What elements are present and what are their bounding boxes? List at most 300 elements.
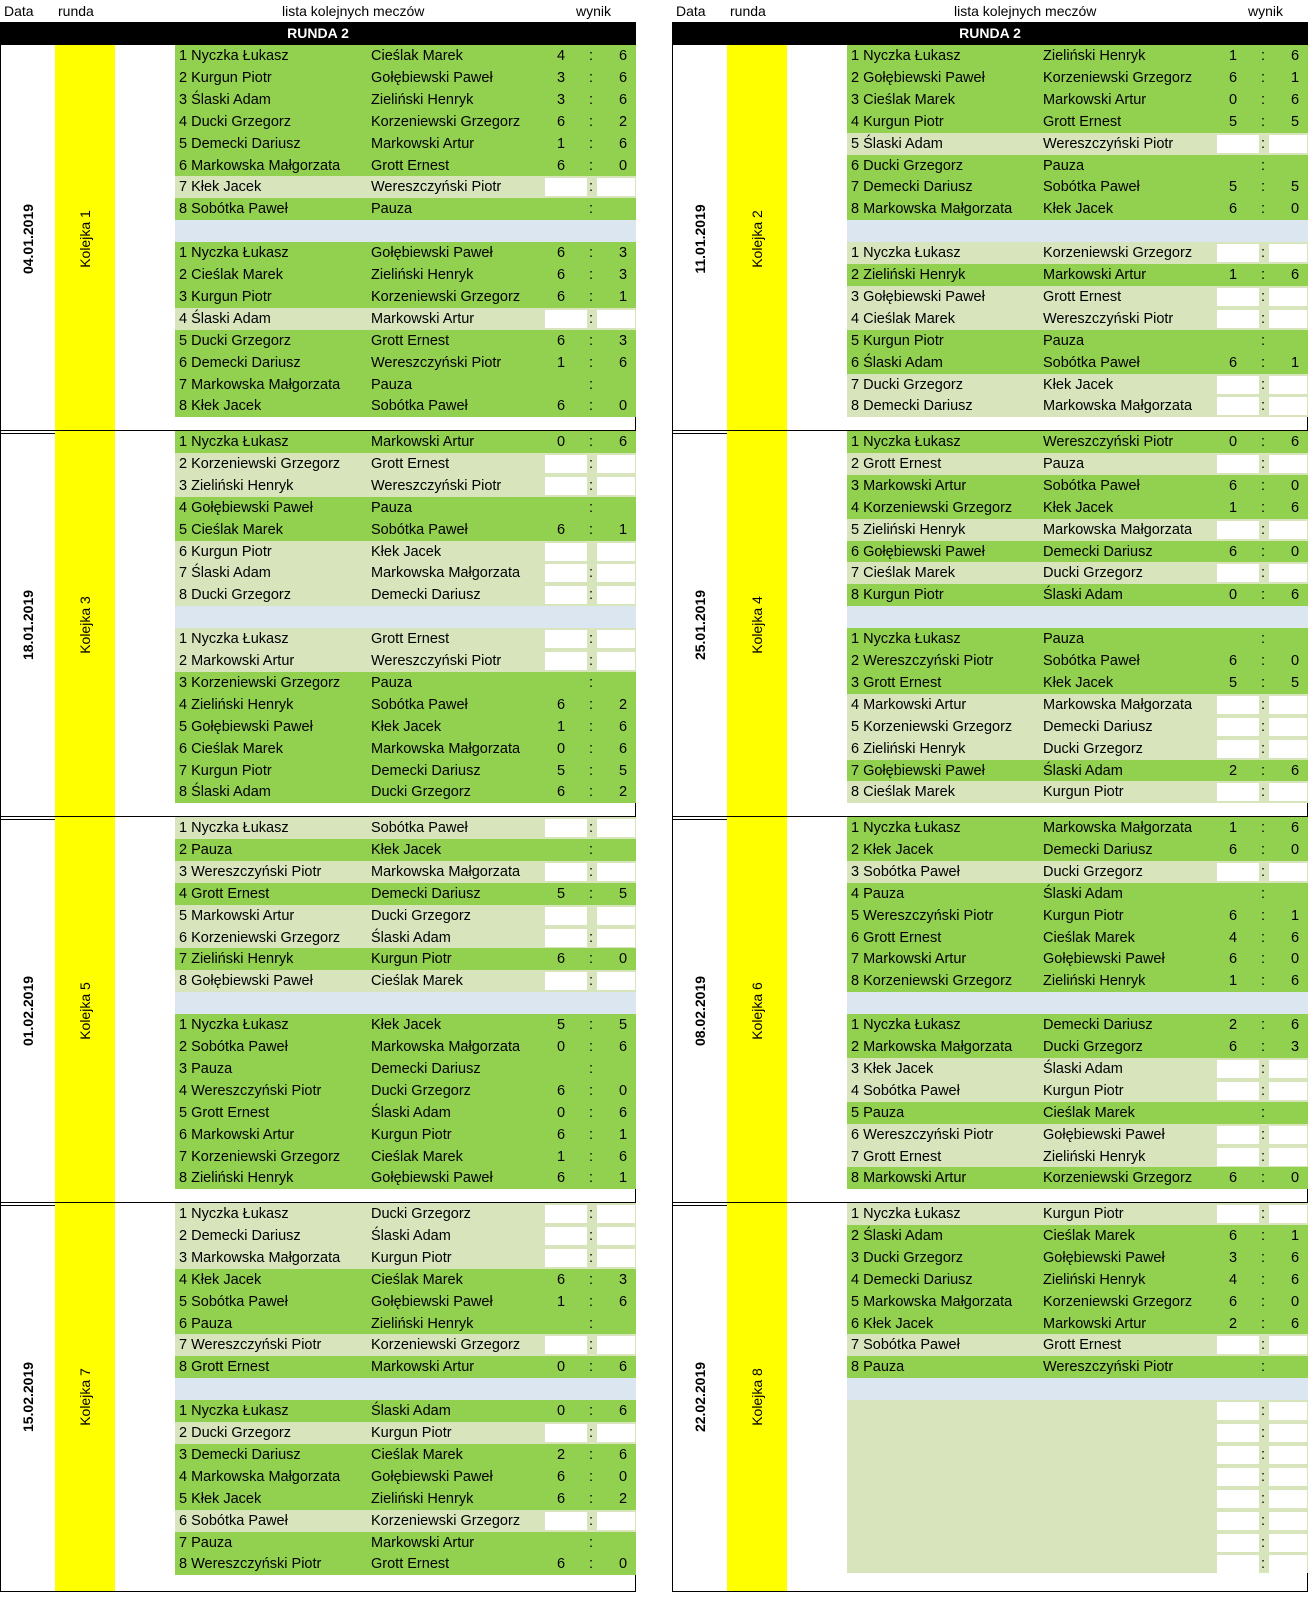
score-home: 0 [1229,587,1238,604]
score-colon: : [1261,69,1266,86]
score-box[interactable] [1217,455,1259,473]
score-away: 0 [619,1468,628,1485]
score-colon: : [589,1104,594,1121]
score-box[interactable] [1269,1082,1307,1100]
score-colon: : [589,179,594,196]
score-box[interactable] [597,1424,635,1442]
match-row [847,89,1308,111]
player-away: Kurgun Piotr [371,1249,452,1266]
score [1217,352,1308,374]
score-box[interactable] [1217,718,1259,736]
score-box[interactable] [1217,1148,1259,1166]
score-away: 6 [1291,1271,1300,1288]
score-box[interactable] [1269,397,1307,415]
player-away: Kłek Jacek [371,543,442,560]
score-box[interactable] [597,310,635,328]
score-away: 6 [1291,267,1300,283]
score-box[interactable] [1217,135,1259,153]
score-home: 0 [557,1039,566,1055]
score [545,716,636,738]
score [545,308,636,330]
score-box[interactable] [545,1227,587,1245]
player-home: 8 Markowska Małgorzata [851,201,1013,218]
score-box[interactable] [1217,1336,1259,1354]
score-box[interactable] [1269,135,1307,153]
score-away: 6 [1291,587,1300,604]
score-box[interactable] [1269,1534,1307,1552]
score [1217,45,1308,67]
score-colon: : [589,1337,594,1354]
match-row [847,1356,1308,1378]
score-box[interactable] [1217,740,1259,758]
player-away: Demecki Dariusz [371,587,481,604]
player-home: 8 Korzeniewski Grzegorz [851,973,1013,990]
header-data: Data [676,3,706,19]
score-box[interactable] [545,1249,587,1267]
score [1217,198,1308,220]
score-away: 6 [619,1039,628,1055]
score [1217,155,1308,177]
score-away: 5 [1291,179,1300,196]
player-home: 5 Zieliński Henryk [851,521,966,538]
score-box[interactable] [597,652,635,670]
score-box[interactable] [545,907,587,925]
score-box[interactable] [545,819,587,837]
player-away: Ducki Grzegorz [1043,740,1143,757]
score-box[interactable] [597,929,635,947]
group-separator [847,992,1308,1014]
round-block [672,816,1308,1206]
round-date: 15.02.2019 [20,1362,36,1433]
score [1217,89,1308,111]
match-row [847,839,1308,861]
score-home: 4 [1229,929,1238,946]
player-home: 4 Kłek Jacek [179,1271,262,1288]
score-box[interactable] [1269,564,1307,582]
player-home: 8 Demecki Dariusz [851,398,973,415]
score-home: 0 [1229,91,1238,108]
score [1217,883,1308,905]
player-away: Pauza [371,201,413,218]
player-home: 5 Demecki Dariusz [179,135,301,152]
score-colon: : [589,951,594,968]
player-away: Kurgun Piotr [1043,784,1124,801]
player-home: 7 Kłek Jacek [179,179,262,196]
score-box[interactable] [597,1249,635,1267]
score-box[interactable] [545,1424,587,1442]
player-home: 1 Nyczka Łukasz [179,631,289,648]
score-home: 6 [1229,543,1238,560]
player-home: 3 Ducki Grzegorz [851,1249,964,1266]
score-box[interactable] [1269,696,1307,714]
score [545,1532,636,1554]
header-lista: lista kolejnych meczów [282,3,425,19]
player-home: 1 Nyczka Łukasz [851,1017,961,1034]
score-box[interactable] [597,1512,635,1530]
round-date: 01.02.2019 [20,976,36,1047]
score [545,1146,636,1168]
score-box[interactable] [1269,1424,1307,1442]
score-box[interactable] [597,178,635,196]
score-box[interactable] [545,1205,587,1223]
player-away: Grott Ernest [371,332,450,349]
match-row [175,1510,636,1532]
score-box[interactable] [1217,1468,1259,1486]
score-away: 6 [619,91,628,108]
score-box[interactable] [545,586,587,604]
player-home: 5 Wereszczyński Piotr [851,907,994,924]
score-home: 1 [557,354,566,371]
score-box[interactable] [1269,1126,1307,1144]
player-home: 4 Markowska Małgorzata [179,1468,341,1485]
score [1217,374,1308,396]
player-home: 8 Markowski Artur [851,1170,967,1187]
score-box[interactable] [1217,564,1259,582]
score-box[interactable] [545,1512,587,1530]
score-box[interactable] [1217,1060,1259,1078]
score [1217,817,1308,839]
score-box[interactable] [545,543,587,561]
score-colon: : [1261,455,1266,472]
spacer-cell [115,1203,175,1591]
score-colon: : [1261,951,1266,968]
match-row [847,650,1308,672]
player-home: 2 Ślaski Adam [851,1227,943,1244]
score [1217,1124,1308,1146]
score-box[interactable] [1217,1446,1259,1464]
player-home: 1 Nyczka Łukasz [179,48,289,64]
score-away: 0 [1291,543,1300,560]
score-box[interactable] [545,972,587,990]
match-row [847,352,1308,374]
player-away: Kurgun Piotr [371,1425,452,1441]
player-home: 2 Pauza [179,841,233,858]
player-home: 4 Kurgun Piotr [851,113,944,130]
player-home: 7 Demecki Dariusz [851,179,973,196]
score-box[interactable] [1217,1424,1259,1442]
score-colon: : [1261,113,1266,130]
match-row [175,198,636,220]
score-box[interactable] [597,972,635,990]
score-box[interactable] [597,455,635,473]
score-colon: : [589,1249,594,1266]
player-away: Zieliński Henryk [371,267,474,283]
score-colon: : [1261,1425,1266,1441]
player-away: Markowska Małgorzata [1043,696,1193,713]
score-box[interactable] [1217,783,1259,801]
score-box[interactable] [1217,521,1259,539]
player-home: 1 Nyczka Łukasz [179,434,289,450]
score-box[interactable] [1269,1336,1307,1354]
score [545,1203,636,1225]
score-home: 6 [1229,477,1238,494]
score-away: 6 [619,1148,628,1165]
player-home: 6 Markowski Artur [179,1126,295,1143]
player-home: 3 Sobótka Paweł [851,863,960,880]
score-box[interactable] [545,310,587,328]
player-home: 6 Pauza [179,1315,233,1332]
score-box[interactable] [1269,718,1307,736]
score-colon: : [589,1126,594,1143]
score-box[interactable] [597,564,635,582]
player-away: Grott Ernest [1043,288,1122,305]
score [545,1313,636,1335]
score [1217,453,1308,475]
kolejka-cell [55,431,115,819]
score-colon: : [589,157,594,174]
player-away: Demecki Dariusz [1043,718,1153,735]
match-row [847,242,1308,264]
score-box[interactable] [1269,1205,1307,1223]
score-box[interactable] [545,564,587,582]
score-box[interactable] [1269,1060,1307,1078]
score-box[interactable] [597,907,635,925]
score-box[interactable] [545,652,587,670]
player-home: 5 Pauza [851,1104,905,1121]
player-home: 5 Ducki Grzegorz [179,332,292,349]
match-row [847,1291,1308,1313]
player-away: Markowski Artur [1043,91,1147,108]
score-box[interactable] [597,586,635,604]
score-box[interactable] [545,863,587,881]
match-row [847,738,1308,760]
score-box[interactable] [545,455,587,473]
player-away: Demecki Dariusz [371,1060,481,1077]
round-date: 18.01.2019 [20,590,36,661]
spacer-cell [787,817,847,1205]
kolejka-label: Kolejka 3 [77,596,93,654]
score-colon: : [589,653,594,669]
score-colon: : [1261,310,1266,327]
score-home: 2 [1229,1315,1238,1332]
score-colon: : [1261,784,1266,801]
score-colon: : [1261,91,1266,108]
runda-bar: RUNDA 2 [672,22,1308,44]
header-data: Data [4,3,34,19]
header-runda: runda [58,3,94,19]
score-colon: : [589,1206,594,1222]
player-home: 4 Markowski Artur [851,696,967,713]
score-box[interactable] [1217,863,1259,881]
player-away: Gołębiewski Paweł [1043,1249,1165,1266]
score-box[interactable] [1269,521,1307,539]
score-colon: : [1261,521,1266,538]
score-box[interactable] [1269,1402,1307,1420]
score-away: 5 [1291,674,1300,691]
score-colon: : [1261,157,1266,174]
match-row [175,584,636,606]
score-box[interactable] [1269,740,1307,758]
player-home: 2 Markowska Małgorzata [851,1039,1013,1055]
match-row [175,1444,636,1466]
player-away: Gołębiewski Paweł [1043,951,1165,968]
score-colon: : [589,1446,594,1463]
player-away: Ducki Grzegorz [371,1082,471,1099]
score-box[interactable] [1269,288,1307,306]
score [1217,927,1308,949]
player-away: Ślaski Adam [1043,885,1123,902]
score [545,242,636,264]
player-home: 8 Ducki Grzegorz [179,587,292,604]
player-home: 3 Kurgun Piotr [179,288,272,305]
score-box[interactable] [597,1336,635,1354]
score-colon: : [1261,1556,1266,1573]
score-colon: : [589,135,594,152]
score [545,905,636,927]
score-box[interactable] [1217,397,1259,415]
score-box[interactable] [1269,376,1307,394]
score-box[interactable] [597,477,635,495]
player-away: Gołębiewski Paweł [1043,1126,1165,1143]
score-box[interactable] [597,863,635,881]
score [545,883,636,905]
score-box[interactable] [1217,1082,1259,1100]
score-box[interactable] [1269,1468,1307,1486]
score-box[interactable] [1269,863,1307,881]
score-box[interactable] [1269,1490,1307,1508]
score-box[interactable] [1269,1446,1307,1464]
score [1217,1247,1308,1269]
score-box[interactable] [1217,1205,1259,1223]
player-away: Kłek Jacek [1043,674,1114,691]
match-row [175,308,636,330]
score-box[interactable] [1217,376,1259,394]
score [545,352,636,374]
score [545,1102,636,1124]
score-box[interactable] [1217,1490,1259,1508]
score-home: 6 [1229,1039,1238,1055]
score [1217,1014,1308,1036]
score-away: 6 [619,1403,628,1420]
score-box[interactable] [545,1336,587,1354]
score-box[interactable] [1217,1555,1259,1573]
player-home: 4 Demecki Dariusz [851,1271,973,1288]
group-separator [175,1378,636,1400]
score-box[interactable] [1269,310,1307,328]
score-box[interactable] [1269,1148,1307,1166]
player-away: Korzeniewski Grzegorz [1043,1293,1193,1310]
score-colon: : [589,1170,594,1187]
score-colon: : [589,376,594,393]
score-colon: : [1261,543,1266,560]
score-home: 6 [1229,1227,1238,1244]
score [545,817,636,839]
score-away: 6 [1291,48,1300,64]
score [545,839,636,861]
score-colon: : [589,1315,594,1332]
score-box[interactable] [597,1205,635,1223]
score [545,562,636,584]
score-home: 6 [1229,69,1238,86]
score-box[interactable] [1217,1126,1259,1144]
score-box[interactable] [545,477,587,495]
player-home: 1 Nyczka Łukasz [179,820,289,836]
score-colon: : [589,477,594,494]
score-box[interactable] [545,630,587,648]
score-box[interactable] [1217,1402,1259,1420]
score-box[interactable] [597,819,635,837]
score-box[interactable] [1217,310,1259,328]
score-box[interactable] [1269,455,1307,473]
player-home: 5 Markowski Artur [179,907,295,924]
score-away: 1 [619,288,628,305]
score [545,1553,636,1575]
score-box[interactable] [597,543,635,561]
player-home: 2 Demecki Dariusz [179,1227,301,1244]
empty-match-row [847,1400,1308,1422]
score-box[interactable] [1217,244,1259,262]
round-block [0,816,636,1206]
score [545,133,636,155]
score-box[interactable] [1269,783,1307,801]
kolejka-label: Kolejka 2 [749,210,765,268]
match-row [175,1334,636,1356]
score-home: 5 [557,762,566,779]
match-row [847,475,1308,497]
player-home: 7 Grott Ernest [851,1148,942,1165]
round-date: 22.02.2019 [692,1362,708,1433]
score-box[interactable] [1269,244,1307,262]
player-away: Sobótka Paweł [371,521,468,538]
player-away: Ślaski Adam [1043,762,1123,779]
score [1217,1146,1308,1168]
score [545,970,636,992]
score-home: 6 [557,332,566,349]
score [545,395,636,417]
player-home: 2 Kurgun Piotr [179,69,272,86]
player-away: Wereszczyński Piotr [1043,1359,1174,1376]
score-colon: : [1261,1315,1266,1332]
score-box[interactable] [545,929,587,947]
match-row [175,89,636,111]
player-home: 5 Grott Ernest [179,1104,270,1121]
score-home: 6 [557,157,566,174]
score-box[interactable] [1217,288,1259,306]
score-home: 6 [1229,201,1238,218]
score-box[interactable] [1217,1512,1259,1530]
score-box[interactable] [545,178,587,196]
player-home: 4 Gołębiewski Paweł [179,499,313,516]
round-block [0,430,636,820]
player-away: Zieliński Henryk [1043,48,1146,64]
score-colon: : [589,820,594,836]
score-box[interactable] [1217,696,1259,714]
score [1217,1553,1308,1575]
score-box[interactable] [597,1227,635,1245]
player-away: Kurgun Piotr [1043,1206,1124,1222]
match-row [847,497,1308,519]
score [1217,497,1308,519]
match-row [847,1247,1308,1269]
score-box[interactable] [1217,1534,1259,1552]
score-box[interactable] [597,630,635,648]
player-home: 3 Markowski Artur [851,477,967,494]
player-home: 5 Korzeniewski Grzegorz [851,718,1013,735]
date-cell [673,1203,727,1591]
score-colon: : [1261,267,1266,283]
score-home: 0 [557,434,566,450]
score-box[interactable] [1269,1512,1307,1530]
score-box[interactable] [1269,1555,1307,1573]
score [1217,672,1308,694]
score-away: 0 [619,951,628,968]
score [1217,970,1308,992]
match-row [175,738,636,760]
score-colon: : [1261,653,1266,669]
match-row [847,1146,1308,1168]
score-away: 0 [1291,201,1300,218]
player-home: 3 Demecki Dariusz [179,1446,301,1463]
